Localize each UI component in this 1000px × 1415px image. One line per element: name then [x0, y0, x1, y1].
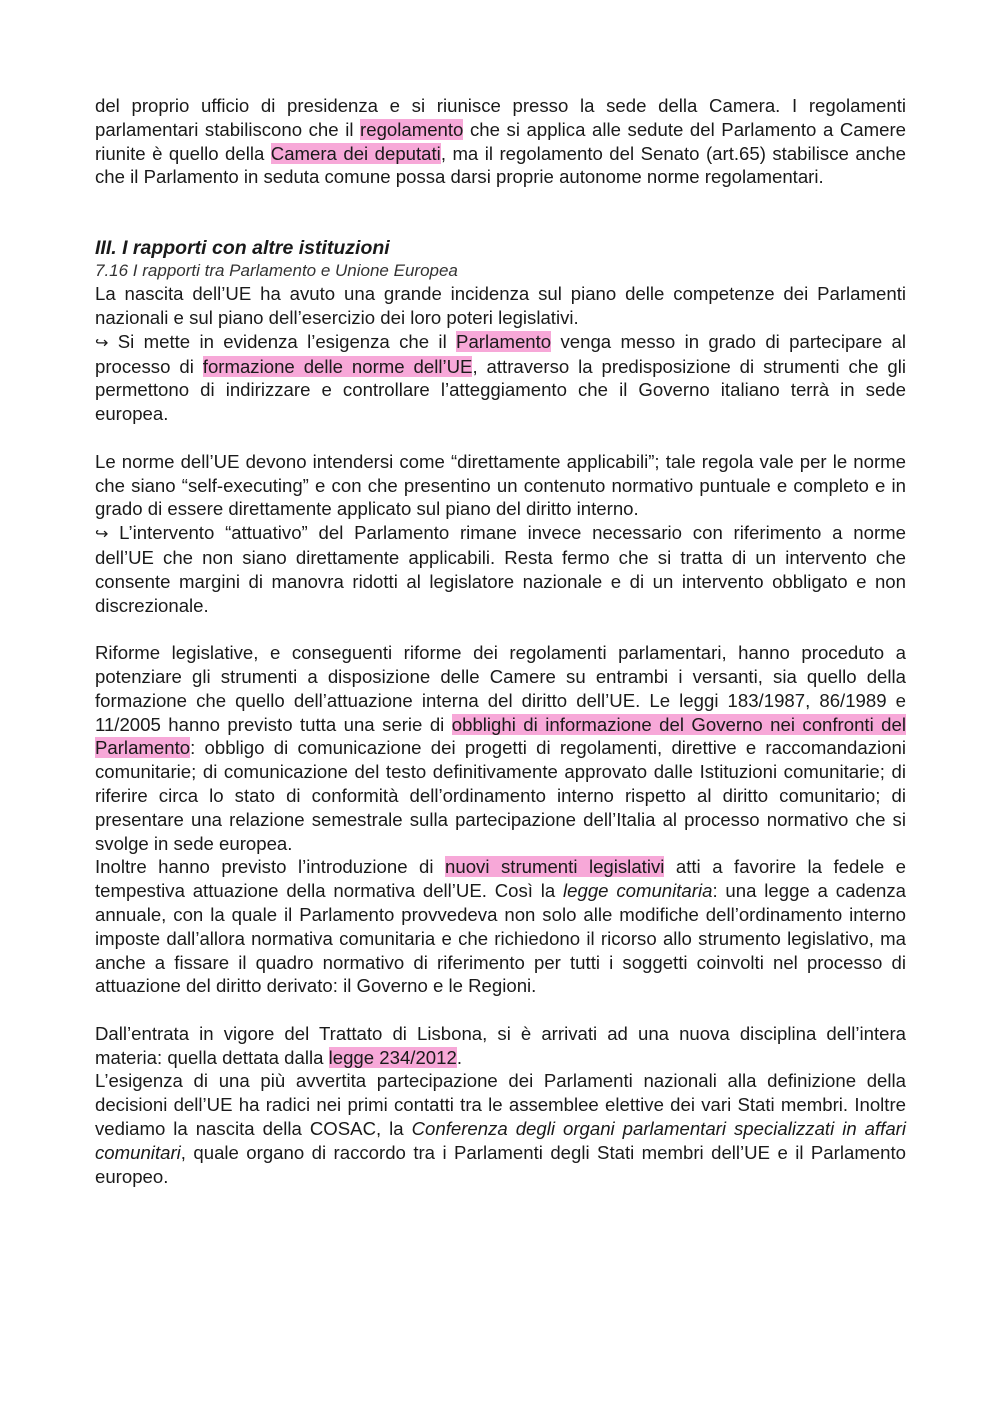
- paragraph-parliament-participation: ↪ Si mette in evidenza l’esigenza che il Parlamento venga messo in grado di partecipare al processo di formazione delle norme dell’UE, attraverso la predisposizione di strumenti che gli permettono di indirizzare e controllare l’atteggiamento che il Governo italiano terrà in sede europea.: [95, 330, 906, 425]
- arrow-icon: ↪: [95, 524, 109, 544]
- paragraph-implementing-intervention: ↪ L’intervento “attuativo” del Parlamento rimane invece necessario con riferimento a norme dell’UE che non siano direttamente applicabili. Resta fermo che si tratta di un intervento che consente margini di manovra ridotti al legislatore nazionale e di un intervento obbligato e non discrezionale.: [95, 522, 906, 616]
- paragraph-new-instruments: Inoltre hanno previsto l’introduzione di nuovi strumenti legislativi atti a favorire la fedele e tempestiva attuazione della normativa dell’UE. Così la legge comunitaria: una legge a cadenza annuale, con la quale il Parlamento provvedeva non solo alle modifiche dell’ordinamento interno imposte dall’allora normativa comunitaria e che richiedono il ricorso allo strumento legislativo, ma anche a fissare il quadro normativo di riferimento per tutti i soggetti coinvolti nel processo di attuazione del diritto derivato: il Governo e le Regioni.: [95, 856, 907, 997]
- highlight: formazione delle norme dell’UE: [202, 355, 473, 377]
- paragraph-ue-birth: La nascita dell’UE ha avuto una grande incidenza sul piano delle competenze dei Parlamenti nazionali e sul piano dell’esercizio dei loro poteri legislativi.: [95, 283, 906, 328]
- paragraph-direct-applicability: Le norme dell’UE devono intendersi come “direttamente applicabili”; tale regola vale per le norme che siano “self-executing” e con che presentino un contenuto normativo puntuale e completo e in grado di essere direttamente applicato sul piano del diritto interno.: [95, 450, 906, 520]
- highlight: obblighi di informazione del Governo nei confronti del Parlamento: [95, 713, 906, 759]
- highlight: nuovi strumenti legislativi: [445, 856, 665, 878]
- italic-term: Conferenza degli organi parlamentari specializzati in affari comunitari: [95, 1118, 906, 1163]
- paragraph-cosac: L’esigenza di una più avvertita partecipazione dei Parlamenti nazionali alla definizione della decisioni dell’UE ha radici nei primi contatti tra le assemblee elettive dei vari Stati membri. Inoltre vediamo la nascita della COSAC, la Conferenza degli organi parlamentari specializzati in affari comunitari, quale organo di raccordo tra i Parlamenti degli Stati membri dell’UE e il Parlamento europeo.: [95, 1070, 906, 1187]
- section-title: III. I rapporti con altre istituzioni: [95, 237, 390, 260]
- paragraph-legislative-reforms: Riforme legislative, e conseguenti riforme dei regolamenti parlamentari, hanno proceduto a potenziare gli strumenti a disposizione delle Camere su entrambi i versanti, sia quello della formazione che quello dell’attuazione interna del diritto dell’UE. Le leggi 183/1987, 86/1989 e 11/2005 hanno previsto tutta una serie di obblighi di informazione del Governo nei confronti del Parlamento: obbligo di comunicazione dei progetti di regolamenti, direttive e raccomandazioni comunitarie; di comunicazione del testo definitivamente approvato dalle Istituzioni comunitarie; di riferire circa lo stato di conformità dell’ordinamento interno rispetto al diritto comunitario; di presentare una relazione semestrale sulla partecipazione dell’Italia al processo normativo che si svolge in sede europea.: [95, 642, 906, 854]
- highlight: Camera dei deputati: [270, 142, 441, 164]
- highlight: legge 234/2012: [328, 1046, 457, 1068]
- highlight: regolamento: [360, 118, 464, 140]
- arrow-icon: ↪: [95, 332, 109, 352]
- highlight: Parlamento: [456, 330, 552, 352]
- italic-term: legge comunitaria: [563, 880, 713, 902]
- subsection-title: 7.16 I rapporti tra Parlamento e Unione Europea: [95, 261, 458, 281]
- paragraph-lisbon-treaty: Dall’entrata in vigore del Trattato di Lisbona, si è arrivati ad una nuova disciplina dell’intera materia: quella dettata dalla legge 234/2012.: [95, 1022, 906, 1068]
- paragraph-senate-rules: del proprio ufficio di presidenza e si riunisce presso la sede della Camera. I regolamenti parlamentari stabiliscono che il regolamento che si applica alle sedute del Parlamento a Camere riunite è quello della Camera dei deputati, ma il regolamento del Senato (art.65) stabilisce anche che il Parlamento in seduta comune possa darsi proprie autonome norme regolamentari.: [95, 95, 907, 188]
